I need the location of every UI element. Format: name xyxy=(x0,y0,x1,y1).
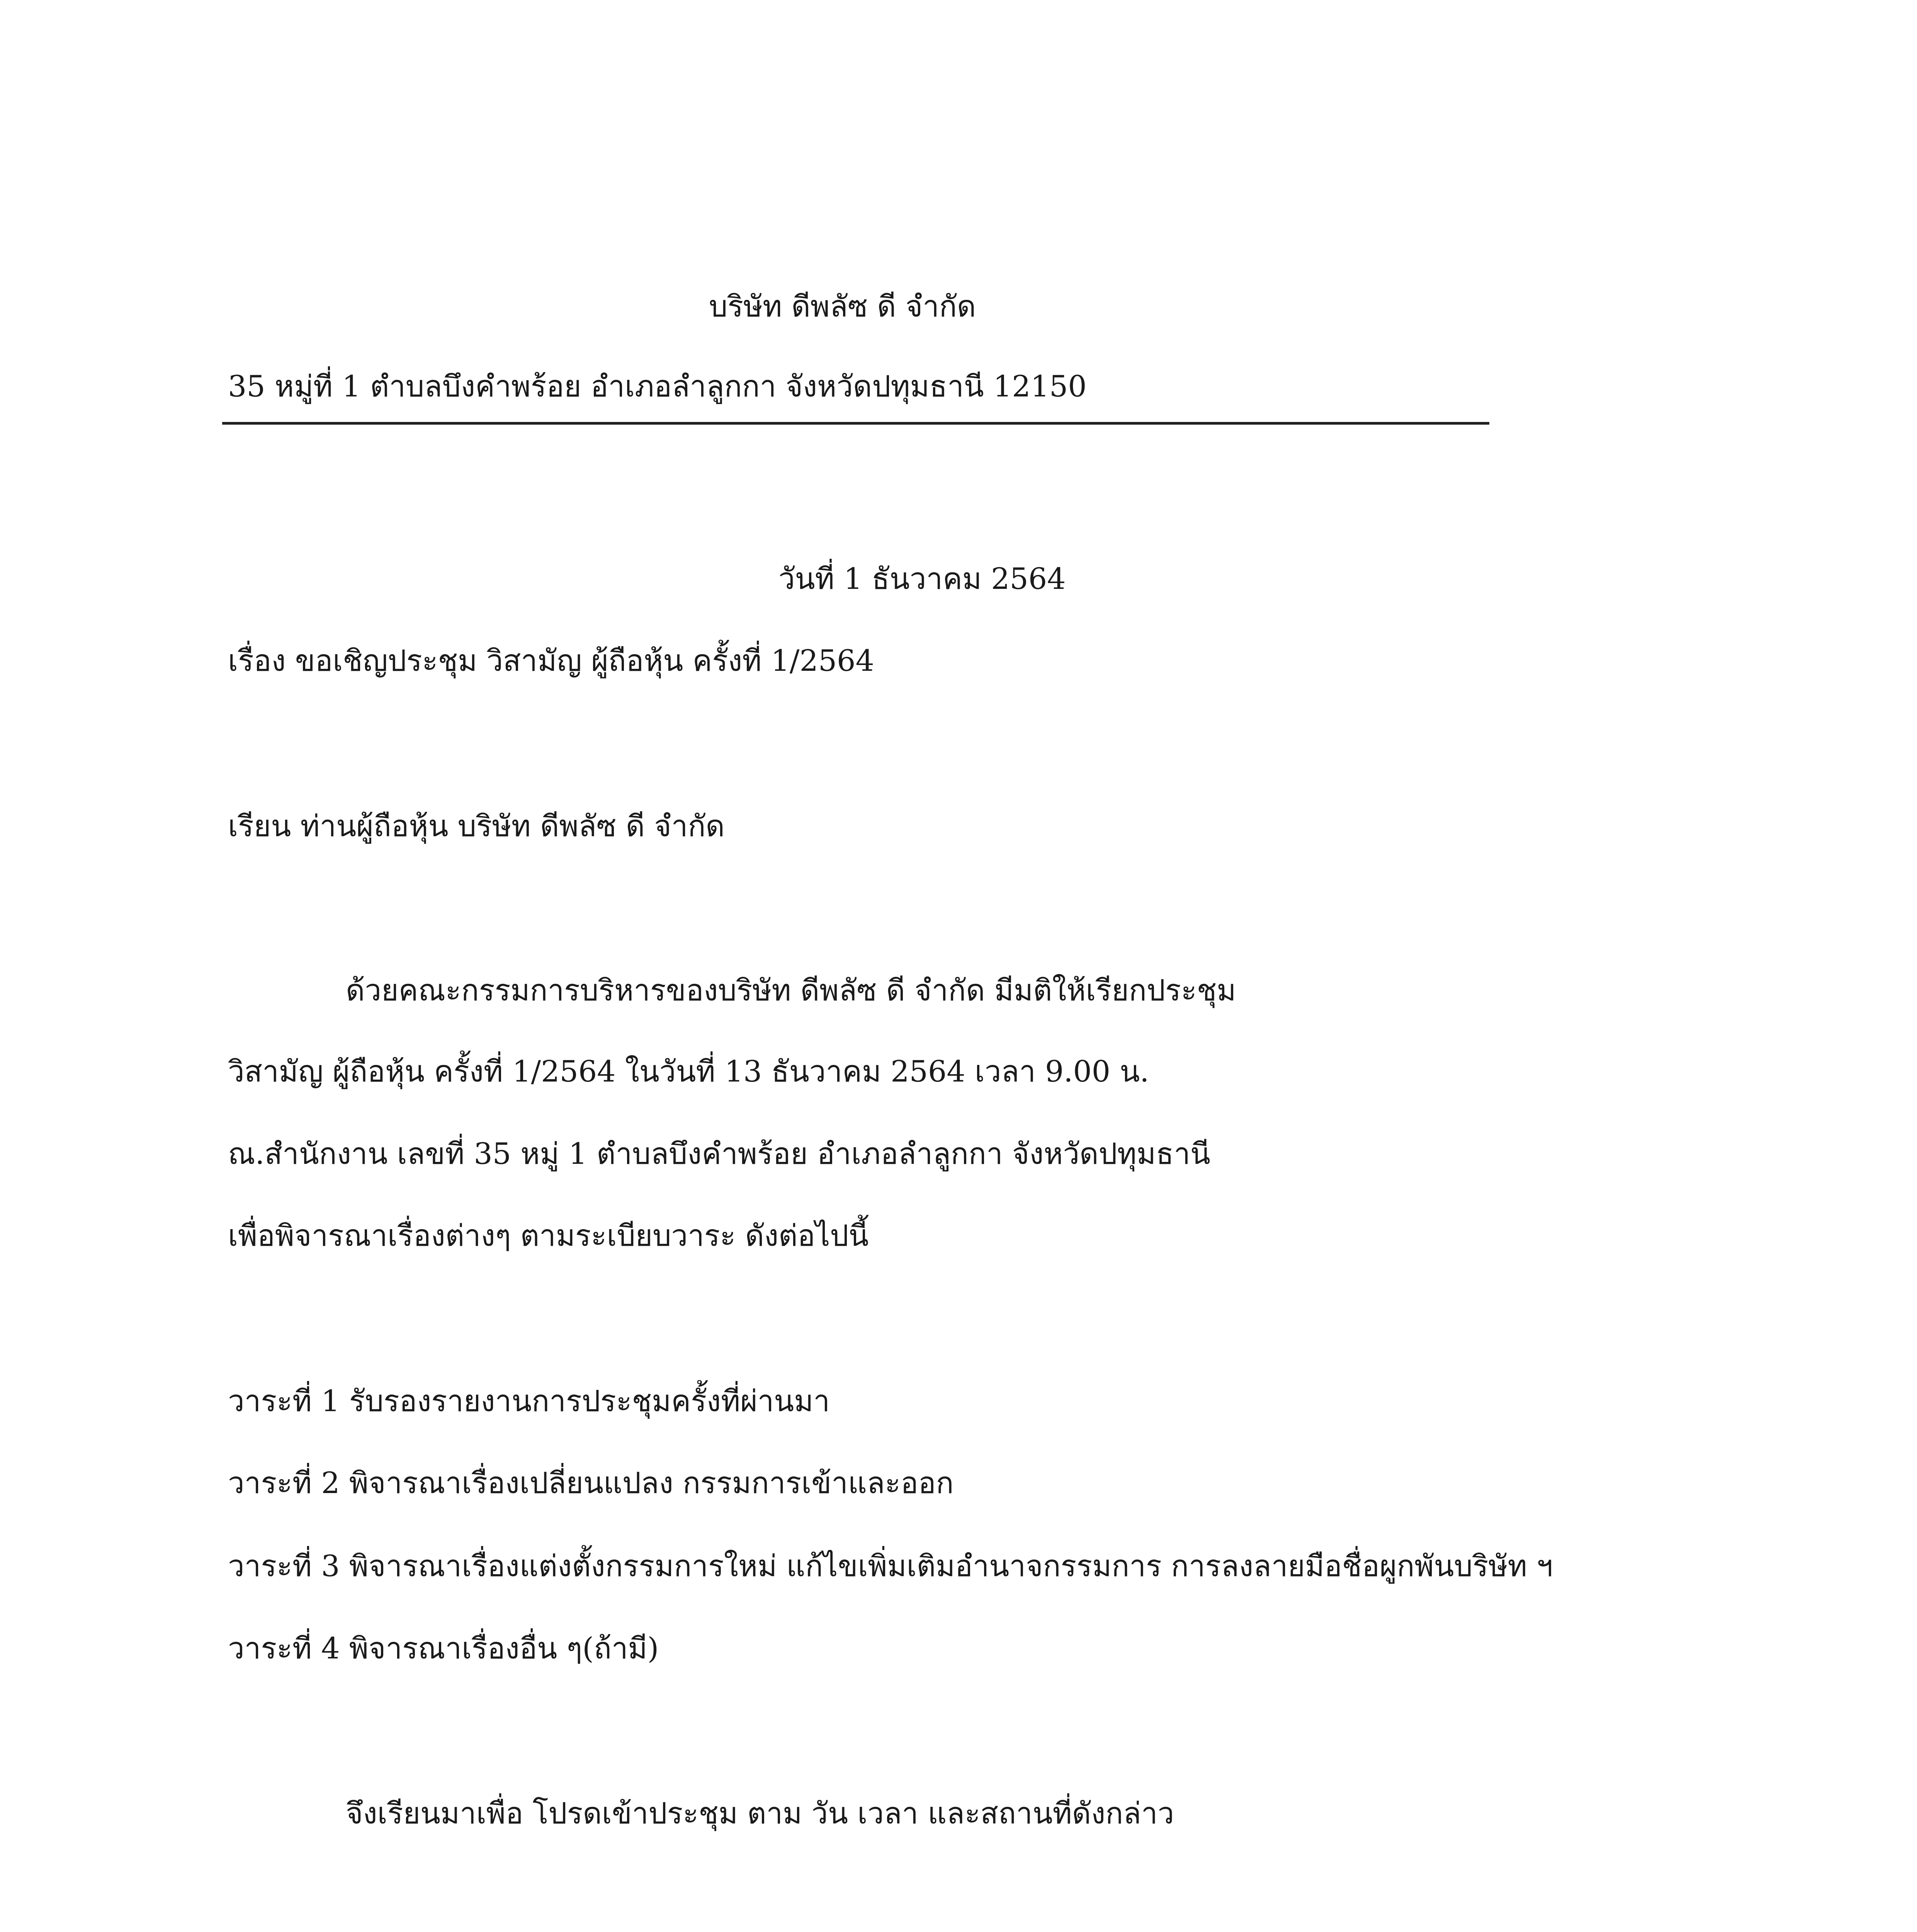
letter-subject: เรื่อง ขอเชิญประชุม วิสามัญ ผู้ถือหุ้น ครั้งที่ 1/2564 xyxy=(228,643,874,678)
body-line: เพื่อพิจารณาเรื่องต่างๆ ตามระเบียบวาระ ดังต่อไปนี้ xyxy=(228,1218,869,1253)
agenda-item: วาระที่ 3 พิจารณาเรื่องแต่งตั้งกรรมการใหม่ แก้ไขเพิ่มเติมอำนาจกรรมการ การลงลายมือชื่อผูกพันบริษัท ฯ xyxy=(228,1549,1553,1583)
body-line: วิสามัญ ผู้ถือหุ้น ครั้งที่ 1/2564 ในวันที่ 13 ธันวาคม 2564 เวลา 9.00 น. xyxy=(228,1054,1149,1088)
agenda-item: วาระที่ 4 พิจารณาเรื่องอื่น ๆ(ถ้ามี) xyxy=(228,1631,659,1665)
body-line: ณ.สำนักงาน เลขที่ 35 หมู่ 1 ตำบลบึงคำพร้อย อำเภอลำลูกกา จังหวัดปทุมธานี xyxy=(228,1136,1210,1171)
company-address: 35 หมู่ที่ 1 ตำบลบึงคำพร้อย อำเภอลำลูกกา จังหวัดปทุมธานี 12150 xyxy=(228,369,1087,403)
company-name: บริษัท ดีพลัซ ดี จำกัด xyxy=(709,289,976,323)
body-line: ด้วยคณะกรรมการบริหารของบริษัท ดีพลัซ ดี จำกัด มีมติให้เรียกประชุม xyxy=(346,973,1236,1007)
agenda-item: วาระที่ 1 รับรองรายงานการประชุมครั้งที่ผ่านมา xyxy=(228,1384,830,1418)
letter-date: วันที่ 1 ธันวาคม 2564 xyxy=(778,561,1066,596)
closing-line: จึงเรียนมาเพื่อ โปรดเข้าประชุม ตาม วัน เวลา และสถานที่ดังกล่าว xyxy=(346,1796,1174,1830)
agenda-item: วาระที่ 2 พิจารณาเรื่องเปลี่ยนแปลง กรรมการเข้าและออก xyxy=(228,1466,954,1500)
header-divider xyxy=(222,422,1489,425)
letter-salutation: เรียน ท่านผู้ถือหุ้น บริษัท ดีพลัซ ดี จำกัด xyxy=(228,809,725,843)
